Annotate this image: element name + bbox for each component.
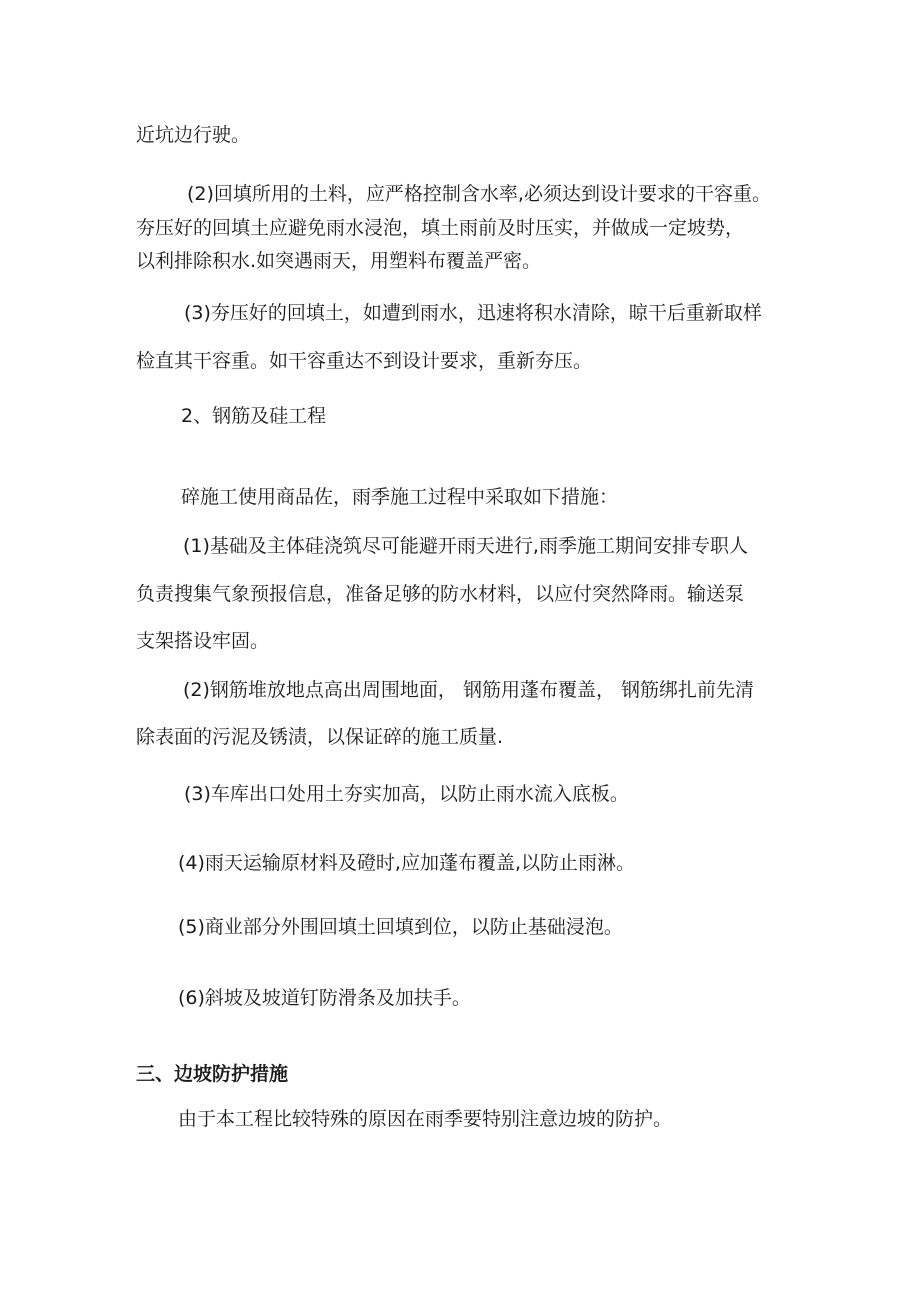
- list-item: (6)斜坡及坡道钉防滑条及加扶手。: [178, 987, 471, 1009]
- paragraph-line: 夯压好的回填土应避免雨水浸泡，填土雨前及时压实，并做成一定坡势，: [136, 217, 745, 239]
- paragraph-line: (3)夯压好的回填土，如遭到雨水，迅速将积水清除，晾干后重新取样: [184, 302, 762, 324]
- paragraph-line: (2)回填所用的土料，应严格控制含水率,必须达到设计要求的干容重。: [187, 183, 771, 205]
- paragraph-line: 负责搜集气象预报信息，准备足够的防水材料，以应付突然降雨。输送泵: [136, 583, 745, 605]
- paragraph-line: 以利排除积水.如突遇雨天，用塑料布覆盖严密。: [136, 250, 542, 272]
- paragraph-line: 检直其干容重。如干容重达不到设计要求，重新夯压。: [136, 350, 593, 372]
- paragraph-line: 由于本工程比较特殊的原因在雨季要特别注意边坡的防护。: [178, 1108, 673, 1130]
- list-item: (3)车库出口处用土夯实加高，以防止雨水流入底板。: [184, 783, 629, 805]
- paragraph-line: (1)基础及主体硅浇筑尽可能避开雨天进行,雨季施工期间安排专职人: [183, 535, 748, 557]
- section-heading: 2、钢筋及硅工程: [181, 405, 327, 427]
- paragraph-line: (2)钢筋堆放地点高出周围地面， 钢筋用蓬布覆盖， 钢筋绑扎前先清: [183, 679, 754, 701]
- chapter-heading: 三、边坡防护措施: [136, 1063, 289, 1085]
- list-item: (4)雨天运输原材料及磴时,应加蓬布覆盖,以防止雨淋。: [178, 852, 635, 874]
- paragraph-line: 支架搭设牢固。: [136, 630, 270, 652]
- list-item: (5)商业部分外围回填土回填到位，以防止基础浸泡。: [178, 916, 623, 938]
- paragraph-line: 除表面的污泥及锈渍，以保证碎的施工质量.: [136, 726, 504, 748]
- paragraph-line: 碎施工使用商品佐，雨季施工过程中采取如下措施：: [181, 486, 619, 508]
- paragraph-line: 近坑边行驶。: [136, 124, 251, 146]
